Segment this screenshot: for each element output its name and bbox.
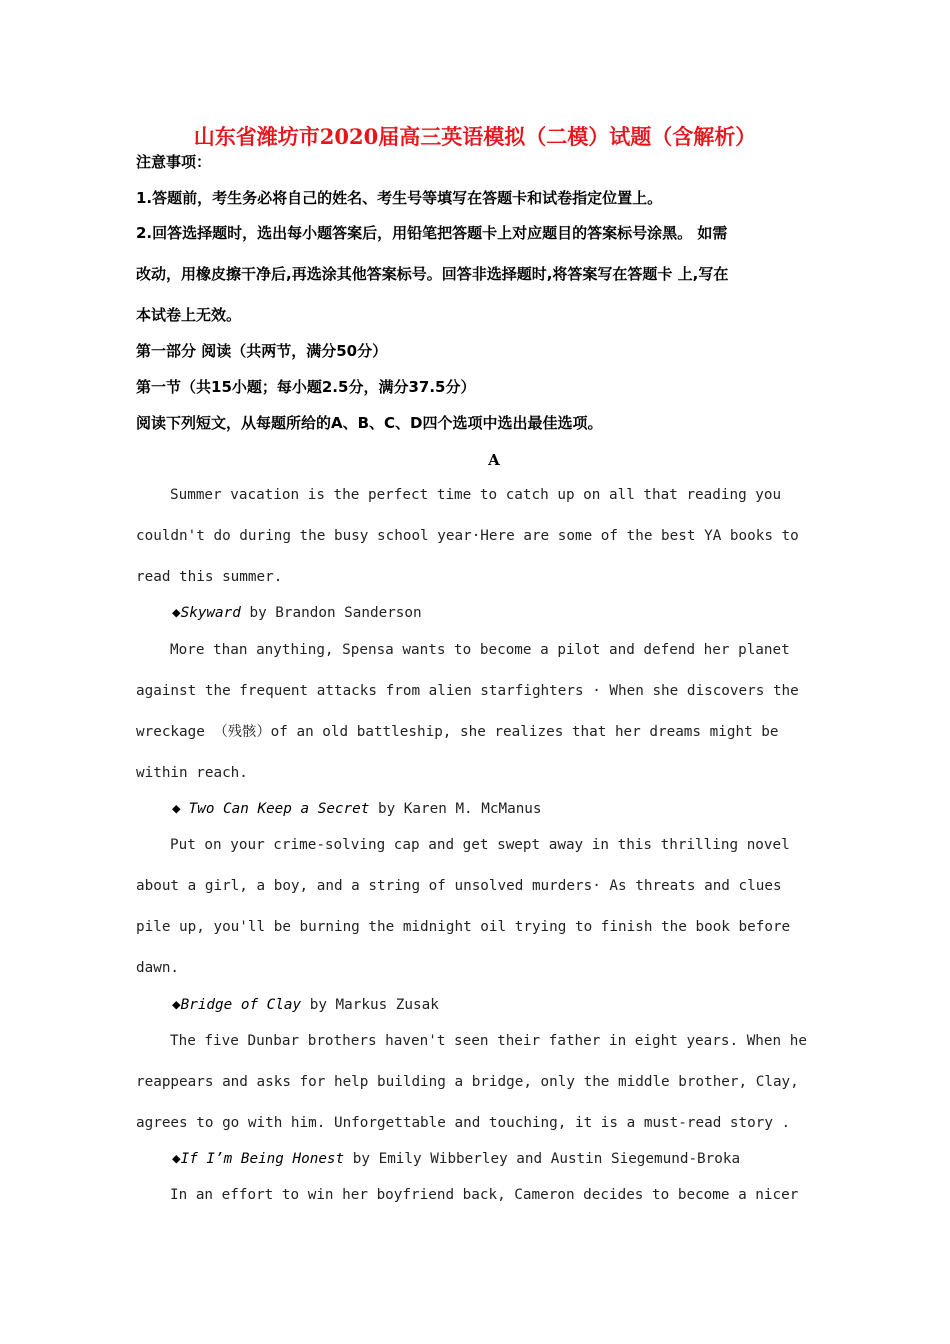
diamond-bullet-icon: ◆	[172, 605, 181, 621]
diamond-bullet-icon: ◆	[172, 801, 181, 817]
book-heading-if-im-being-honest	[172, 1148, 852, 1170]
book-heading-skyward	[172, 602, 852, 624]
book-description-line: reappears and asks for help building a bridge, only the middle brother, Clay,	[136, 1074, 799, 1090]
book-description-line: In an effort to win her boyfriend back, Cameron decides to become a nicer	[170, 1187, 799, 1203]
document-title: 山东省潍坊市2020届高三英语模拟（二模）试题（含解析）	[193, 124, 757, 149]
notice-item-2-line-2: 改动，用橡皮擦干净后,再选涂其他答案标号。回答非选择题时,将答案写在答题卡 上,写在	[136, 265, 729, 283]
book-description-line: pile up, you'll be burning the midnight oil trying to finish the book before	[136, 919, 791, 935]
book-description-line: dawn.	[136, 960, 180, 976]
book-description-line: The five Dunbar brothers haven't seen their father in eight years. When he	[170, 1033, 807, 1049]
book-title: Bridge of Clay	[180, 997, 302, 1013]
part-one-heading: 第一部分 阅读（共两节，满分50分）	[136, 342, 388, 360]
book-author: by Karen M. McManus	[369, 801, 542, 817]
book-description-line: More than anything, Spensa wants to become a pilot and defend her planet	[170, 642, 790, 658]
book-description-line: Put on your crime-solving cap and get swept away in this thrilling novel	[170, 837, 790, 853]
book-author: by Emily Wibberley and Austin Siegemund-Broka	[344, 1151, 741, 1167]
book-heading-two-can-keep-a-secret	[172, 798, 852, 820]
book-description-line: about a girl, a boy, and a string of unsolved murders· As threats and clues	[136, 878, 782, 894]
book-author: by Markus Zusak	[301, 997, 439, 1013]
section-one-heading: 第一节（共15小题；每小题2.5分，满分37.5分）	[136, 378, 476, 396]
notice-heading: 注意事项：	[136, 153, 212, 171]
diamond-bullet-icon: ◆	[172, 1151, 181, 1167]
book-description-line: within reach.	[136, 765, 248, 781]
book-title: If I’m Being Honest	[180, 1151, 345, 1167]
notice-item-1: 1.答题前，考生务必将自己的姓名、考生号等填写在答题卡和试卷指定位置上。	[136, 189, 663, 207]
diamond-bullet-icon: ◆	[172, 997, 181, 1013]
book-author: by Brandon Sanderson	[240, 605, 422, 621]
intro-line: Summer vacation is the perfect time to catch up on all that reading you	[170, 487, 782, 503]
book-description-line: wreckage （残骸）of an old battleship, she realizes that her dreams might be	[136, 724, 779, 740]
notice-item-2-line-3: 本试卷上无效。	[136, 306, 242, 324]
notice-item-2-line-1: 2.回答选择题时，选出每小题答案后，用铅笔把答题卡上对应题目的答案标号涂黑。 如需	[136, 224, 728, 242]
book-description-line: against the frequent attacks from alien starfighters · When she discovers the	[136, 683, 799, 699]
book-heading-bridge-of-clay	[172, 994, 852, 1016]
intro-line: couldn't do during the busy school year·Here are some of the best YA books to	[136, 528, 799, 544]
book-description-line: agrees to go with him. Unforgettable and touching, it is a must-read story .	[136, 1115, 791, 1131]
book-title: Skyward	[180, 605, 241, 621]
reading-instruction: 阅读下列短文，从每题所给的A、B、C、D四个选项中选出最佳选项。	[136, 414, 603, 432]
book-title: Two Can Keep a Secret	[188, 801, 370, 817]
intro-line: read this summer.	[136, 569, 283, 585]
passage-label: A	[488, 451, 500, 469]
